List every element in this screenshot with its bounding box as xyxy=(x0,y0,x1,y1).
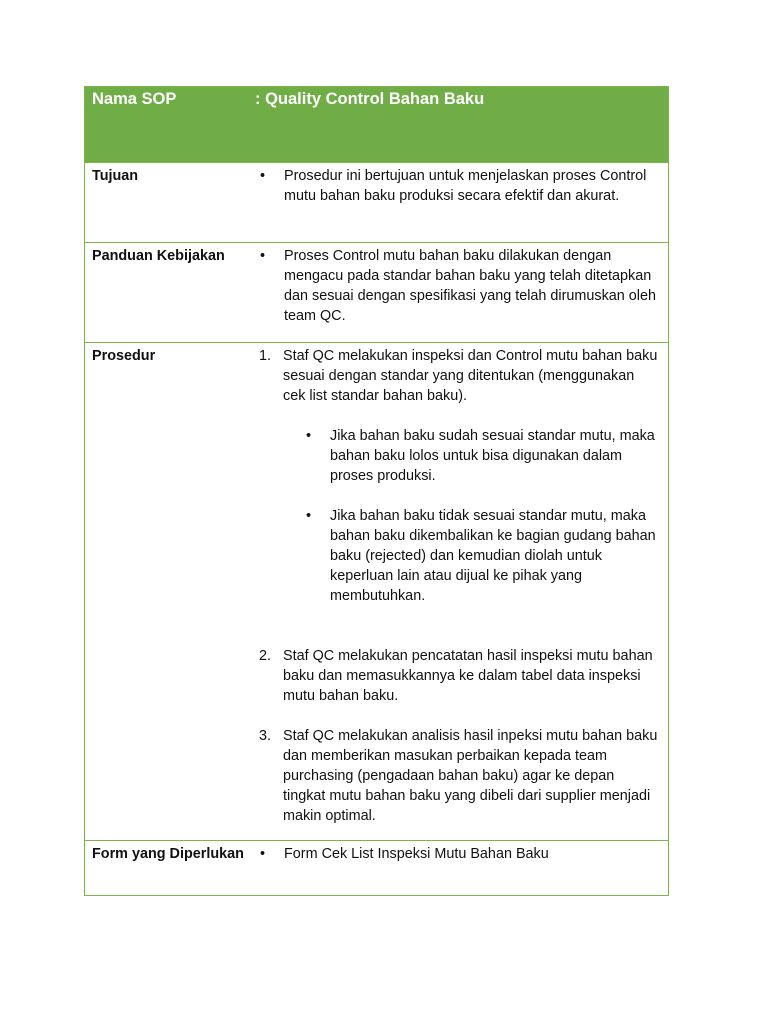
form-content xyxy=(247,841,668,895)
list-item xyxy=(305,426,660,486)
prosedur-step-1 xyxy=(259,346,660,626)
row-tujuan xyxy=(85,162,668,242)
step-number: 1. xyxy=(259,348,272,364)
header-row xyxy=(85,87,668,162)
form-text: Form Cek List Inspeksi Mutu Bahan Baku xyxy=(284,846,549,862)
panduan-text: Proses Control mutu bahan baku dilakukan dengan mengacu pada standar bahan baku yang telah ditetapkan dan sesuai dengan spesifikasi yang telah dirumuskan oleh team QC. xyxy=(284,248,656,324)
bullet-icon: • xyxy=(306,508,312,524)
step-text: Staf QC melakukan analisis hasil inpeksi mutu bahan baku dan memberikan masukan perbaikan kepada team purchasing (pengadaan bahan baku) agar ke depan tingkat mutu bahan baku yang dibeli dari supplier menjadi makin optimal. xyxy=(283,728,658,824)
prosedur-content xyxy=(247,343,668,840)
tujuan-label: Tujuan xyxy=(92,168,139,184)
prosedur-step-3 xyxy=(259,726,660,826)
step-number: 2. xyxy=(259,648,272,664)
row-form xyxy=(85,840,668,895)
form-label: Form yang Diperlukan xyxy=(92,846,244,862)
row-panduan-kebijakan xyxy=(85,242,668,342)
tujuan-text: Prosedur ini bertujuan untuk menjelaskan proses Control mutu bahan baku produksi secara efektif dan akurat. xyxy=(284,168,647,204)
panduan-content xyxy=(247,243,668,342)
step-text: Staf QC melakukan inspeksi dan Control mutu bahan baku sesuai dengan standar yang ditentukan (menggunakan cek list standar bahan baku). xyxy=(283,348,658,404)
list-item xyxy=(259,166,660,206)
step-number: 3. xyxy=(259,728,272,744)
header-title: : Quality Control Bahan Baku xyxy=(255,90,485,108)
list-item xyxy=(305,506,660,606)
sub-item-text: Jika bahan baku sudah sesuai standar mutu, maka bahan baku lolos untuk bisa digunakan dalam proses produksi. xyxy=(330,428,655,484)
sub-list xyxy=(305,426,660,606)
header-label: Nama SOP xyxy=(92,90,177,108)
list-item xyxy=(259,844,660,864)
tujuan-content xyxy=(247,163,668,242)
list-item xyxy=(259,246,660,326)
step-text: Staf QC melakukan pencatatan hasil inspeksi mutu bahan baku dan memasukkannya ke dalam tabel data inspeksi mutu bahan baku. xyxy=(283,648,653,704)
row-prosedur xyxy=(85,342,668,840)
bullet-icon: • xyxy=(260,168,266,184)
sop-table xyxy=(84,86,669,896)
panduan-label: Panduan Kebijakan xyxy=(92,248,225,264)
prosedur-label: Prosedur xyxy=(92,348,156,364)
bullet-icon: • xyxy=(260,248,266,264)
sub-item-text: Jika bahan baku tidak sesuai standar mutu, maka bahan baku dikembalikan ke bagian gudang bahan baku (rejected) dan kemudian diolah untuk keperluan lain atau dijual ke pihak yang membutuhkan. xyxy=(330,508,656,604)
bullet-icon: • xyxy=(306,428,312,444)
prosedur-step-2 xyxy=(259,646,660,706)
bullet-icon: • xyxy=(260,846,266,862)
